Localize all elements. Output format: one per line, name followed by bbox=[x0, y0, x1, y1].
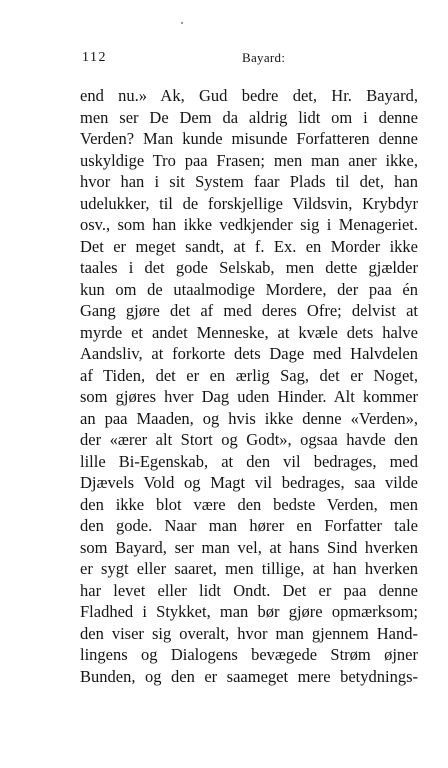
text-line: Bunden, og den er saameget mere betydnings- bbox=[80, 666, 418, 686]
text-line: an paa Maaden, og hvis ikke denne «Verden», bbox=[80, 408, 418, 428]
text-line: men ser De Dem da aldrig lidt om i denne bbox=[80, 107, 418, 127]
text-line: uskyldige Tro paa Frasen; men man aner ikke, bbox=[80, 150, 418, 170]
text-line: som Bayard, ser man vel, at hans Sind hverken bbox=[80, 537, 418, 557]
text-line: udelukker, til de forskjellige Vildsvin, Krybdyr bbox=[80, 193, 418, 213]
text-line: den gode. Naar man hører en Forfatter tale bbox=[80, 516, 418, 535]
text-line: Fladhed i Stykket, man bør gjøre opmærksom; bbox=[80, 602, 418, 621]
text-line: den viser sig overalt, hvor man gjennem Hand- bbox=[80, 623, 418, 643]
text-line: Verden? Man kunde misunde Forfatteren denne bbox=[80, 129, 418, 148]
text-line: er sygt eller saaret, men tillige, at han hverken bbox=[80, 559, 418, 578]
text-line: kun om de utaalmodige Mordere, der paa én bbox=[80, 279, 418, 299]
text-line: af Tiden, det er en ærlig Sag, det er Noget, bbox=[80, 365, 418, 385]
text-line: Det er meget sandt, at f. Ex. en Morder ikke bbox=[80, 236, 418, 256]
text-line: Aandsliv, at forkorte dets Dage med Halvdelen bbox=[80, 344, 418, 363]
text-line: som gjøres hver Dag uden Hinder. Alt kommer bbox=[80, 387, 418, 406]
page-header bbox=[82, 50, 412, 70]
text-line: har levet eller lidt Ondt. Det er paa denne bbox=[80, 580, 418, 600]
body-text bbox=[80, 85, 418, 687]
print-speck bbox=[181, 22, 183, 24]
text-line: hvor han i sit System faar Plads til det, han bbox=[80, 172, 418, 191]
text-line: der «ærer alt Stort og Godt», ogsaa havde den bbox=[80, 430, 418, 449]
text-line: lingens og Dialogens bevægede Strøm øjner bbox=[80, 645, 418, 664]
running-head: Bayard: bbox=[242, 50, 286, 65]
text-line: den ikke blot være den bedste Verden, men bbox=[80, 494, 418, 514]
text-line: lille Bi-Egenskab, at den vil bedrages, med bbox=[80, 451, 418, 471]
text-line: myrde et andet Menneske, at kvæle dets halve bbox=[80, 322, 418, 342]
text-line: end nu.» Ak, Gud bedre det, Hr. Bayard, bbox=[80, 86, 418, 105]
text-line: taales i det gode Selskab, men dette gjælder bbox=[80, 258, 418, 277]
text-line: Gang gjøre det af med deres Ofre; delvist at bbox=[80, 301, 418, 320]
text-line: Djævels Vold og Magt vil bedrages, saa vilde bbox=[80, 473, 418, 492]
text-line: osv., som han ikke vedkjender sig i Menageriet. bbox=[80, 215, 418, 234]
page-number: 112 bbox=[82, 50, 107, 65]
